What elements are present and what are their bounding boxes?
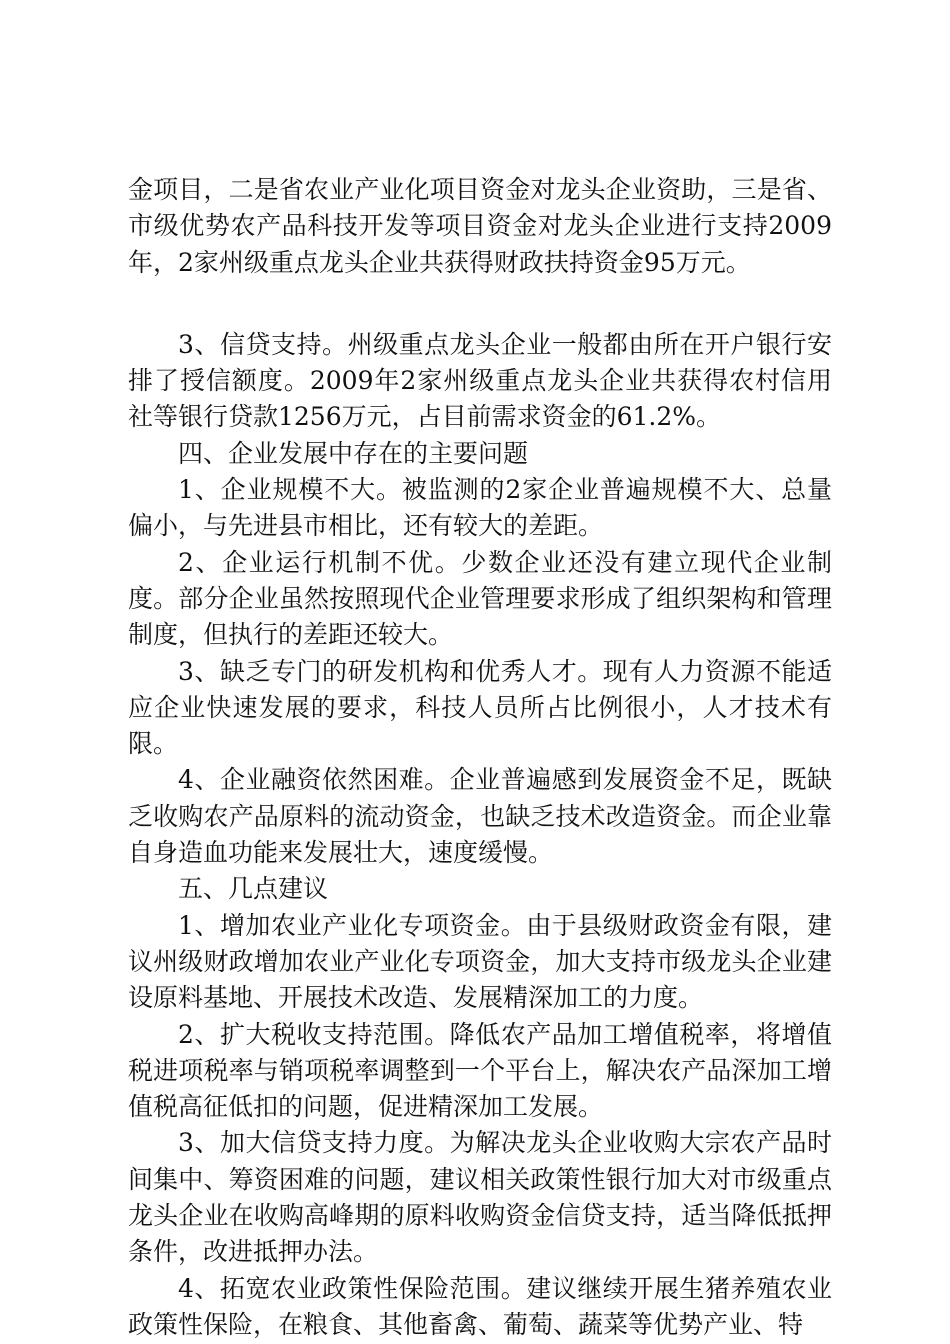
paragraph-problem-scale: 1、企业规模不大。被监测的2家企业普遍规模不大、总量偏小，与先进县市相比，还有较大的差距。 xyxy=(128,475,832,541)
paragraph-fiscal-support-continued: 金项目，二是省农业产业化项目资金对龙头企业资助，三是省、市级优势农产品科技开发等项目资金对龙头企业进行支持2009年，2家州级重点龙头企业共获得财政扶持资金95万元。 xyxy=(128,175,832,277)
paragraph-suggestion-funds: 1、增加农业产业化专项资金。由于县级财政资金有限，建议州级财政增加农业产业化专项资金，加大支持市级龙头企业建设原料基地、开展技术改造、发展精深加工的力度。 xyxy=(128,910,832,1013)
document-page xyxy=(128,172,832,1343)
paragraph-suggestion-tax: 2、扩大税收支持范围。降低农产品加工增值税率，将增值税进项税率与销项税率调整到一个平台上，解决农产品深加工增值税高征低扣的问题，促进精深加工发展。 xyxy=(128,1019,832,1122)
paragraph-suggestion-insurance: 4、拓宽农业政策性保险范围。建议继续开展生猪养殖农业政策性保险，在粮食、其他畜禽、葡萄、蔬菜等优势产业、特 xyxy=(128,1273,832,1339)
paragraph-problem-mechanism: 2、企业运行机制不优。少数企业还没有建立现代企业制度。部分企业虽然按照现代企业管理要求形成了组织架构和管理制度，但执行的差距还较大。 xyxy=(128,547,832,650)
section-heading-main-problems: 四、企业发展中存在的主要问题 xyxy=(178,438,529,468)
paragraph-credit-support: 3、信贷支持。州级重点龙头企业一般都由所在开户银行安排了授信额度。2009年2家州级重点龙头企业共获得农村信用社等银行贷款1256万元，占目前需求资金的61.2%。 xyxy=(128,329,832,432)
paragraph-problem-talent: 3、缺乏专门的研发机构和优秀人才。现有人力资源不能适应企业快速发展的要求，科技人员所占比例很小，人才技术有限。 xyxy=(128,656,832,759)
paragraph-suggestion-credit: 3、加大信贷支持力度。为解决龙头企业收购大宗农产品时间集中、筹资困难的问题，建议相关政策性银行加大对市级重点龙头企业在收购高峰期的原料收购资金信贷支持，适当降低抵押条件，改进抵押办法。 xyxy=(128,1128,832,1267)
section-heading-suggestions: 五、几点建议 xyxy=(178,874,329,904)
paragraph-problem-financing: 4、企业融资依然困难。企业普遍感到发展资金不足，既缺乏收购农产品原料的流动资金，也缺乏技术改造资金。而企业靠自身造血功能来发展壮大，速度缓慢。 xyxy=(128,765,832,868)
